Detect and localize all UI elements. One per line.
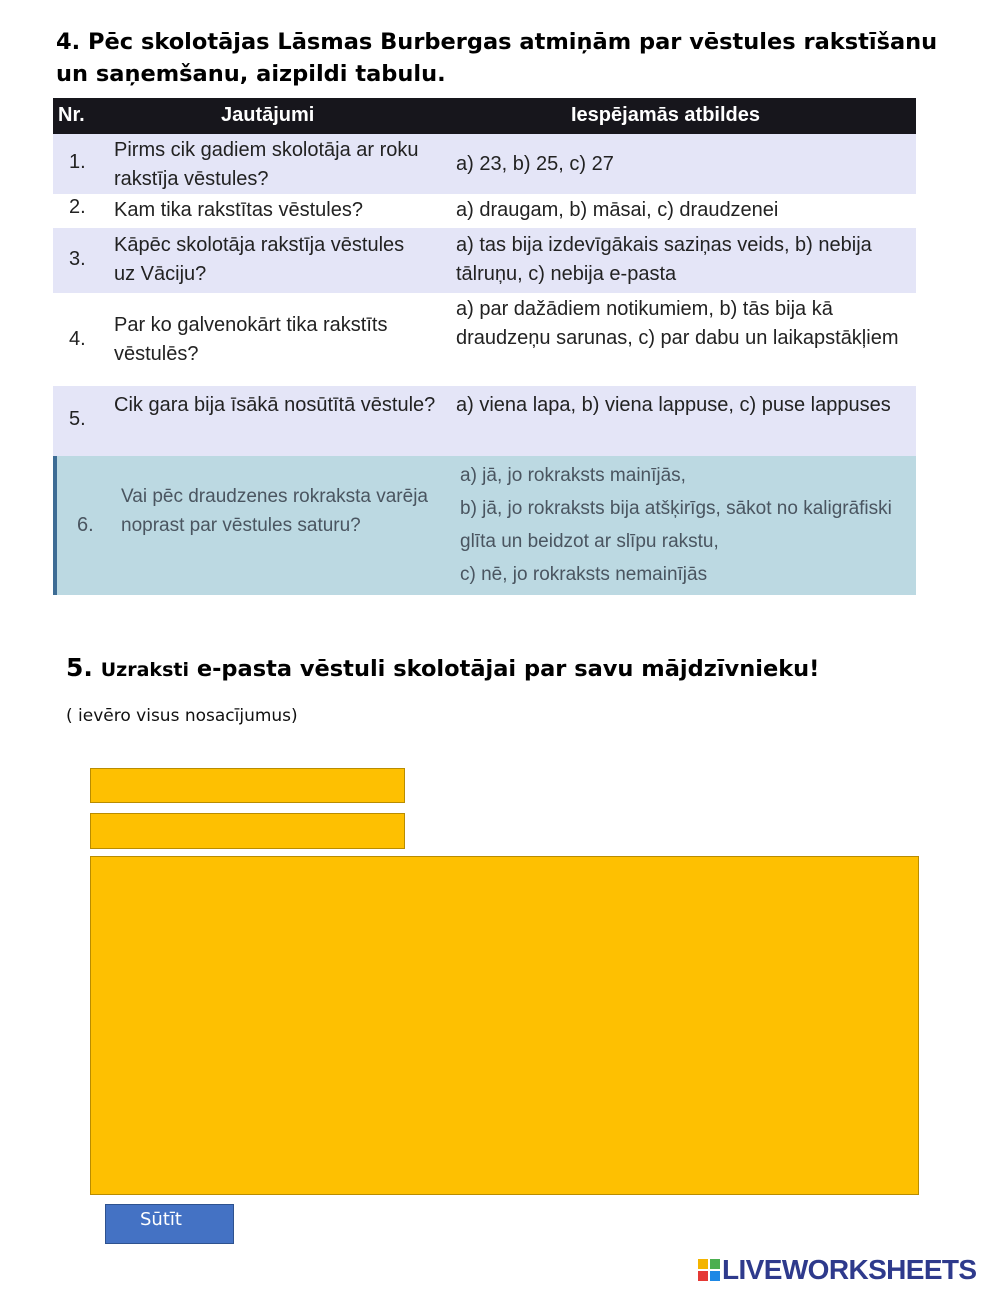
send-button[interactable]: Sūtīt (105, 1204, 234, 1244)
subject-field[interactable] (90, 813, 405, 849)
table-row (53, 386, 916, 456)
row-number: 3. (69, 248, 86, 270)
liveworksheets-icon (698, 1259, 720, 1281)
table-row (53, 456, 916, 595)
row-answers: a) viena lapa, b) viena lappuse, c) puse lappuses (456, 394, 891, 416)
row-question: Vai pēc draudzenes rokraksta varēja noprast par vēstules saturu? (121, 486, 428, 536)
row-question: Kāpēc skolotāja rakstīja vēstules uz Vāciju? (114, 234, 405, 285)
task5-lead: Uzraksti (100, 659, 189, 681)
row-number: 4. (69, 328, 86, 350)
row-answers: a) draugam, b) māsai, c) draudzenei (456, 199, 779, 221)
answer-option-c: c) nē, jo rokraksts nemainījās (460, 564, 708, 585)
table-row (53, 228, 916, 293)
row-number: 2. (69, 196, 86, 218)
row-number: 5. (69, 408, 86, 430)
row-question: Par ko galvenokārt tika rakstīts vēstulēs? (114, 314, 388, 365)
row-number: 1. (69, 151, 86, 173)
liveworksheets-wordmark: LIVEWORKSHEETS (722, 1254, 977, 1285)
task4-title: 4. Pēc skolotājas Lāsmas Burbergas atmiņām par vēstules rakstīšanu un saņemšanu, aizpildi tabulu. (56, 29, 938, 87)
recipient-field[interactable] (90, 768, 405, 803)
header-nr: Nr. (58, 104, 85, 126)
answer-option-b: b) jā, jo rokraksts bija atšķirīgs, sākot no kaligrāfiski glīta un beidzot ar slīpu rakstu, (460, 498, 892, 552)
row-answers (460, 459, 918, 591)
row-answers: a) 23, b) 25, c) 27 (456, 153, 614, 175)
header-questions: Jautājumi (221, 104, 315, 126)
header-answers: Iespējamās atbildes (571, 104, 760, 126)
table-header (53, 98, 916, 134)
task5-heading: e-pasta vēstuli skolotājai par savu mājdzīvnieku! (196, 656, 820, 682)
row-question: Kam tika rakstītas vēstules? (114, 199, 363, 221)
task5-title (66, 653, 819, 682)
answer-option-a: a) jā, jo rokraksts mainījās, (460, 465, 686, 486)
task5-hint: ( ievēro visus nosacījumus) (66, 706, 298, 726)
email-body-field[interactable] (90, 856, 919, 1195)
row-question: Cik gara bija īsākā nosūtītā vēstule? (114, 394, 436, 416)
questions-table (53, 98, 916, 595)
row-question: Pirms cik gadiem skolotāja ar roku rakstīja vēstules? (114, 139, 419, 190)
table-row (53, 293, 916, 386)
row-number: 6. (77, 514, 94, 536)
task5-number: 5. (66, 653, 93, 682)
table-row (53, 134, 916, 194)
table-row (53, 194, 916, 228)
row-answers: a) par dažādiem notikumiem, b) tās bija kā draudzeņu sarunas, c) par dabu un laikapstākļiem (456, 298, 899, 349)
row-answers: a) tas bija izdevīgākais saziņas veids, b) nebija tālruņu, c) nebija e-pasta (456, 234, 872, 285)
